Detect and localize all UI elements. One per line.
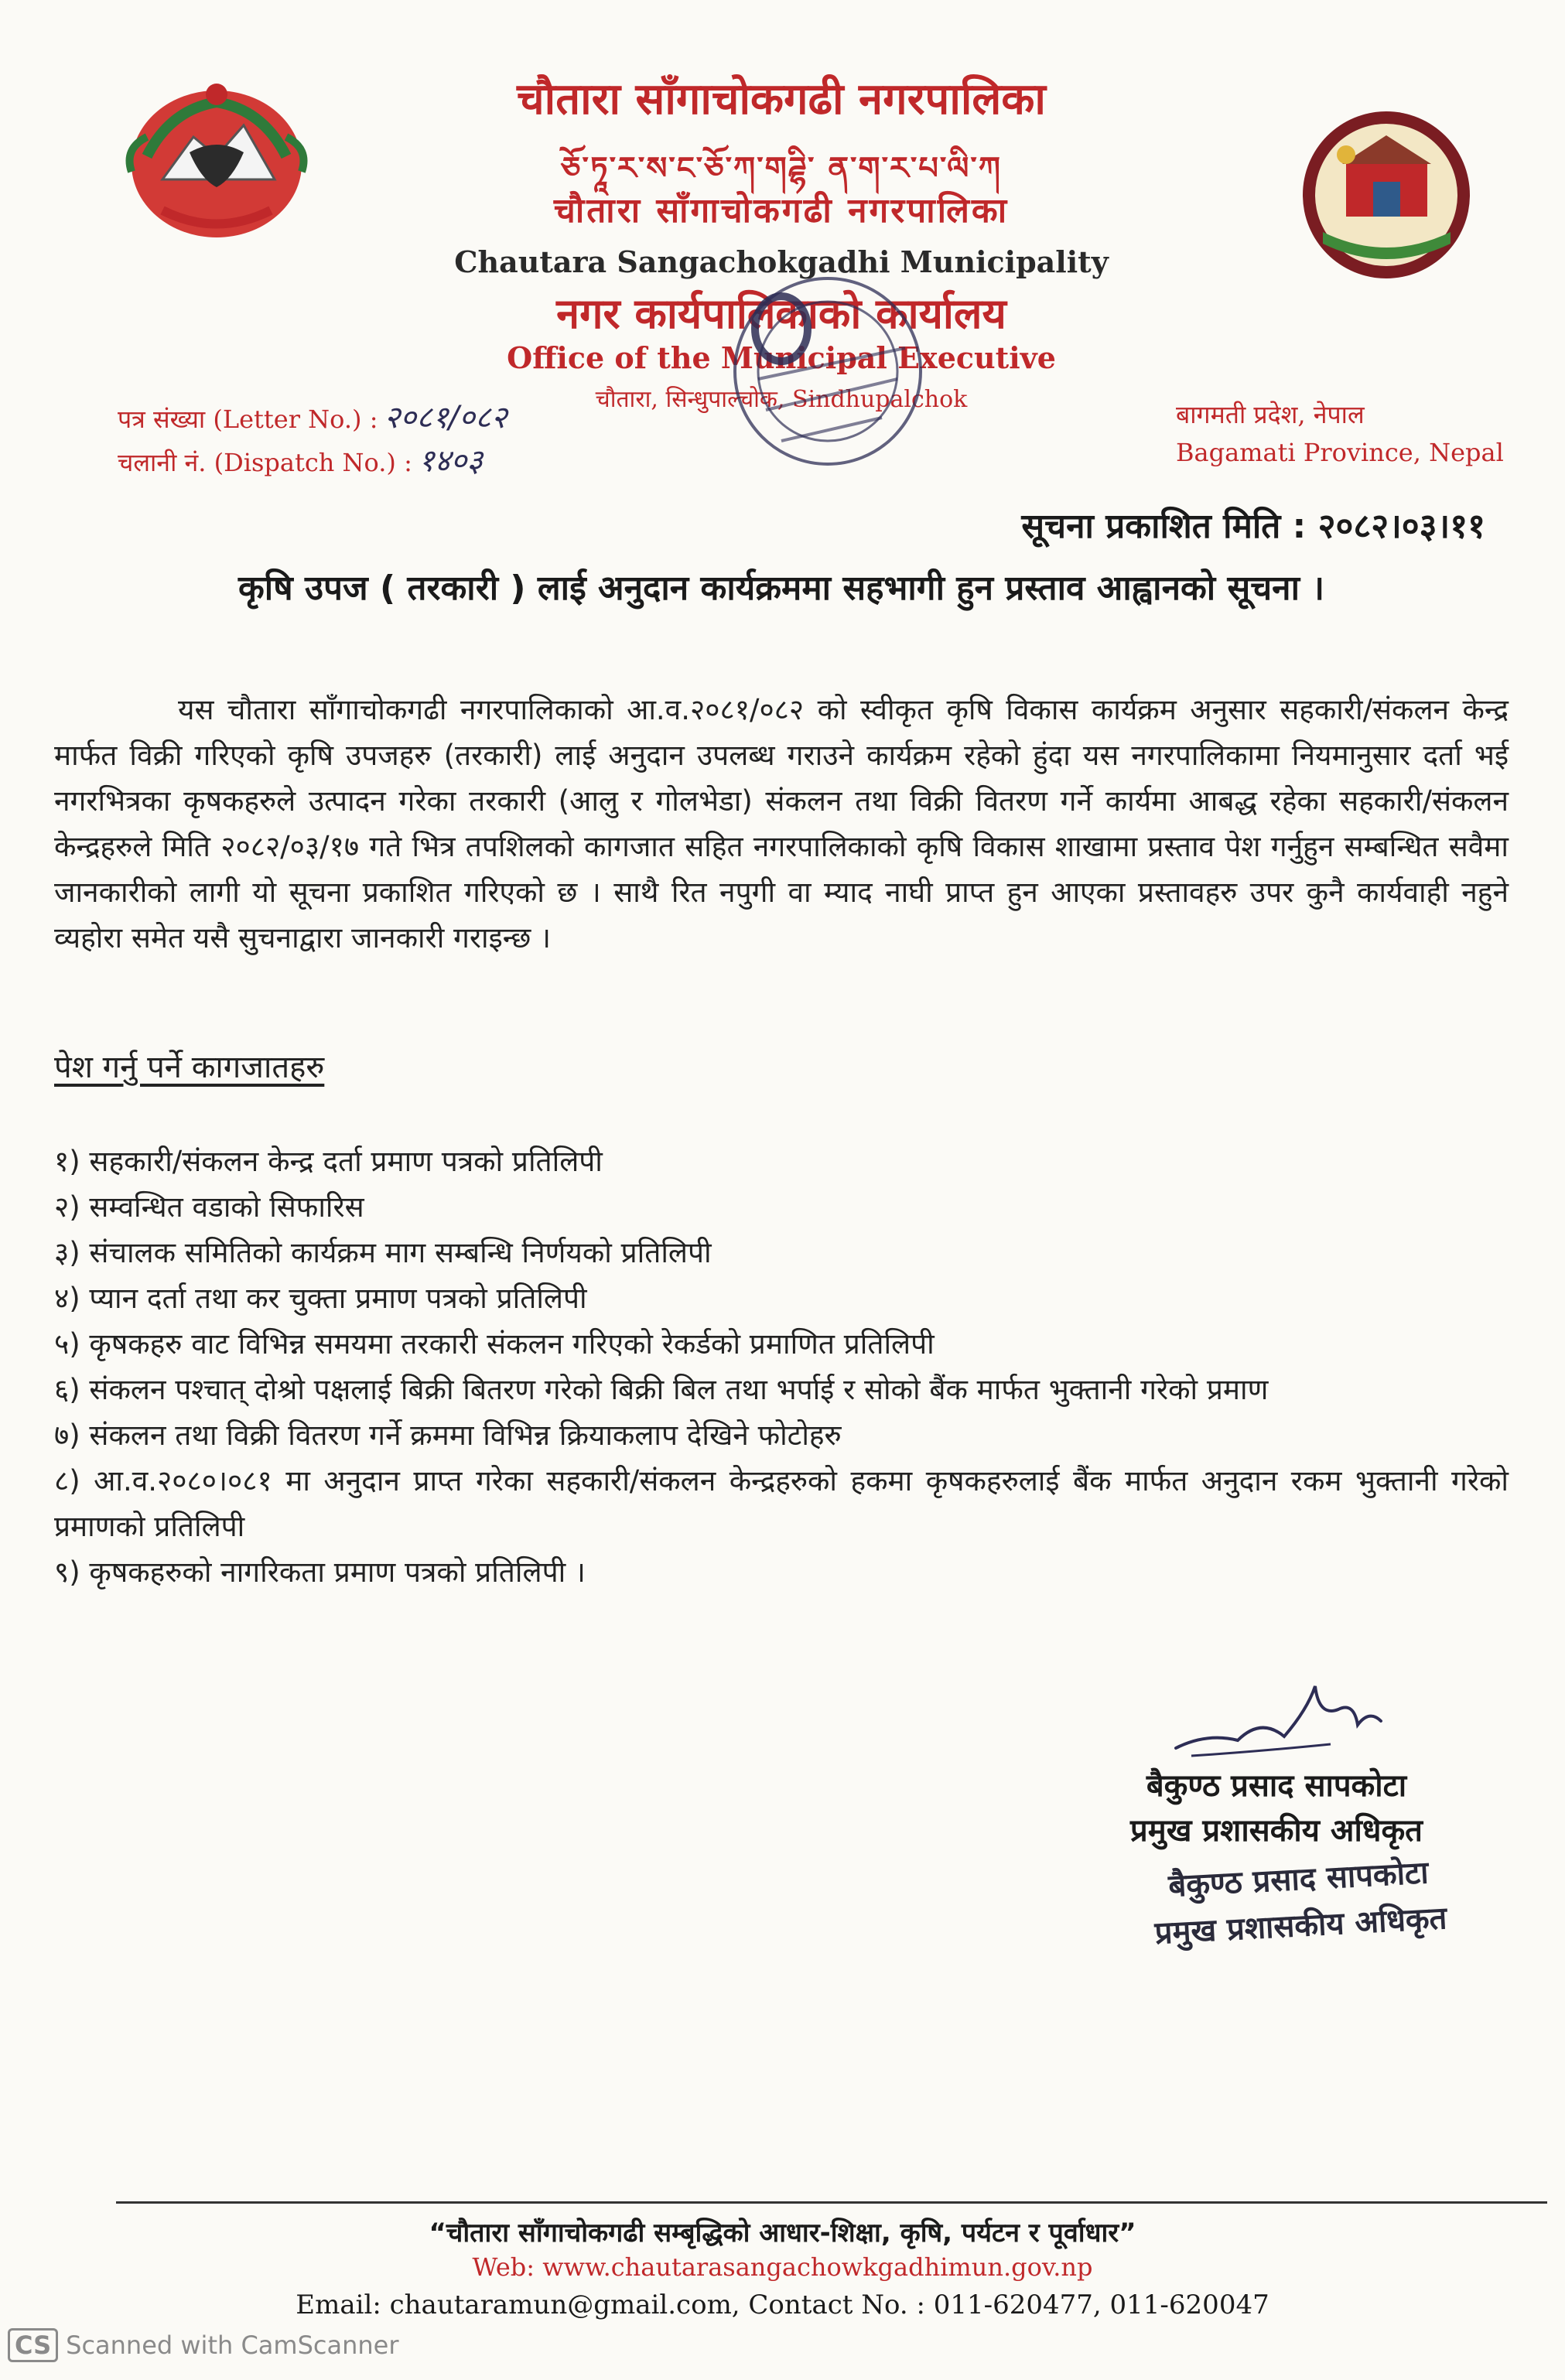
handwritten-signature <box>1160 1663 1392 1771</box>
letter-number-value: २०८१/०८२ <box>384 400 507 435</box>
nepal-emblem-logo <box>116 63 317 249</box>
list-item: ६) संकलन पश्चात् दोश्रो पक्षलाई बिक्री बितरण गरेको बिक्री बिल तथा भर्पाई र सोको बैंक मार्फत भुक्तानी गरेको प्रमाण <box>54 1373 1269 1406</box>
office-name-english: Office of the Municipal Executive <box>507 340 1056 375</box>
list-item: ४) प्यान दर्ता तथा कर चुक्ता प्रमाण पत्रको प्रतिलिपी <box>54 1282 587 1315</box>
name-stamp <box>1096 1846 1503 1959</box>
municipality-logo <box>1300 108 1474 282</box>
municipality-name-tibetan: ཅོ་ཏཱ་ར་ས་ང་ཅོ་ཀ་གཌྷི་ ན་ག་ར་པ་ལི་ཀ <box>561 150 1002 186</box>
signatory <box>1075 1764 1478 1853</box>
list-item: ८) आ.व.२०८०।०८१ मा अनुदान प्राप्त गरेका सहकारी/संकलन केन्द्रहरुको हकमा कृषकहरुलाई बैंक मार्फत अनुदान रकम भुक्तानी गरेको प्रमाणको प्रतिलिपी <box>54 1464 1509 1543</box>
documents-list <box>54 1139 1509 1595</box>
camscanner-text: Scanned with CamScanner <box>66 2330 399 2360</box>
published-date: सूचना प्रकाशित मिति : २०८२।०३।११ <box>1021 507 1485 546</box>
office-name-nepali: नगर कार्यपालिकाको कार्यालय <box>556 289 1006 338</box>
footer-website: Web: www.chautarasangachowkgadhimun.gov.np <box>472 2252 1093 2282</box>
footer-contact: Email: chautaramun@gmail.com, Contact No. : 011-620477, 011-620047 <box>296 2290 1269 2320</box>
list-item: १) सहकारी/संकलन केन्द्र दर्ता प्रमाण पत्रको प्रतिलिपी <box>54 1145 603 1178</box>
province-nepali: बागमती प्रदेश, नेपाल <box>1176 400 1365 429</box>
list-item: ५) कृषकहरु वाट विभिन्न समयमा तरकारी संकलन गरिएको रेकर्डको प्रमाणित प्रतिलिपी <box>54 1327 935 1361</box>
municipality-name-nepali: चौतारा साँगाचोकगढी नगरपालिका <box>517 73 1046 125</box>
list-item: २) सम्वन्धित वडाको सिफारिस <box>54 1190 364 1224</box>
signatory-name: बैकुण्ठ प्रसाद सापकोटा <box>1146 1768 1407 1804</box>
list-item: ९) कृषकहरुको नागरिकता प्रमाण पत्रको प्रतिलिपी । <box>54 1555 586 1589</box>
office-address: चौतारा, सिन्धुपाल्चोक, Sindhupalchok <box>595 386 968 413</box>
list-item: ३) संचालक समितिको कार्यक्रम माग सम्बन्धि निर्णयको प्रतिलिपी <box>54 1236 712 1269</box>
camscanner-watermark <box>8 2328 398 2362</box>
signatory-title: प्रमुख प्रशासकीय अधिकृत <box>1130 1813 1423 1849</box>
stamp-name: बैकुण्ठ प्रसाद सापकोटा <box>1167 1855 1430 1904</box>
list-item: ७) संकलन तथा विक्री वितरण गर्ने क्रममा विभिन्न क्रियाकलाप देखिने फोटोहरु <box>54 1419 842 1452</box>
notice-title: कृषि उपज ( तरकारी ) लाई अनुदान कार्यक्रममा सहभागी हुन प्रस्ताव आह्वानको सूचना । <box>238 569 1324 608</box>
stamp-title: प्रमुख प्रशासकीय अधिकृत <box>1153 1900 1448 1951</box>
municipality-name-ranjana: चौतारा साँगाचोकगढी नगरपालिका <box>553 191 1010 230</box>
letter-number <box>118 394 507 437</box>
documents-heading: पेश गर्नु पर्ने कागजातहरु <box>54 1050 325 1085</box>
municipality-name-english: Chautara Sangachokgadhi Municipality <box>454 244 1109 279</box>
province-english: Bagamati Province, Nepal <box>1176 438 1504 467</box>
dispatch-number-value: १४०३ <box>418 443 484 479</box>
dispatch-number-label: चलानी नं. (Dispatch No.) : <box>118 448 412 477</box>
office-stamp <box>712 263 952 495</box>
notice-body: यस चौतारा साँगाचोकगढी नगरपालिकाको आ.व.२०८१/०८२ को स्वीकृत कृषि विकास कार्यक्रम अनुसार सहकारी/संकलन केन्द्र मार्फत विक्री गरिएको कृषि उपजहरु (तरकारी) लाई अनुदान उपलब्ध गराउने कार्यक्रम रहेको हुंदा यस नगरपालिकामा नियमानुसार दर्ता भई नगरभित्रका कृषकहरुले उत्पादन गरेका तरकारी (आलु र गोलभेडा) संकलन तथा विक्री वितरण गर्ने कार्यमा आबद्ध रहेका सहकारी/संकलन केन्द्रहरुले मिति २०८२/०३/१७ गते भित्र तपशिलको कागजात सहित नगरपालिकाको कृषि विकास शाखामा प्रस्ताव पेश गर्नुहुन सम्बन्धित सवैमा जानकारीको लागी यो सूचना प्रकाशित गरिएको छ । साथै रित नपुगी वा म्याद नाघी प्राप्त हुन आएका प्रस्तावहरु उपर कुनै कार्यवाही नहुने व्यहोरा समेत यसै सुचनाद्वारा जानकारी गराइन्छ । <box>54 693 1509 954</box>
footer-motto: “चौतारा साँगाचोकगढी सम्बृद्धिको आधार-शिक्षा, कृषि, पर्यटन र पूर्वाधार” <box>429 2218 1136 2249</box>
letter-number-label: पत्र संख्या (Letter No.) : <box>118 405 378 434</box>
footer-divider <box>116 2201 1547 2204</box>
dispatch-number <box>118 438 483 480</box>
camscanner-icon: CS <box>8 2328 58 2362</box>
